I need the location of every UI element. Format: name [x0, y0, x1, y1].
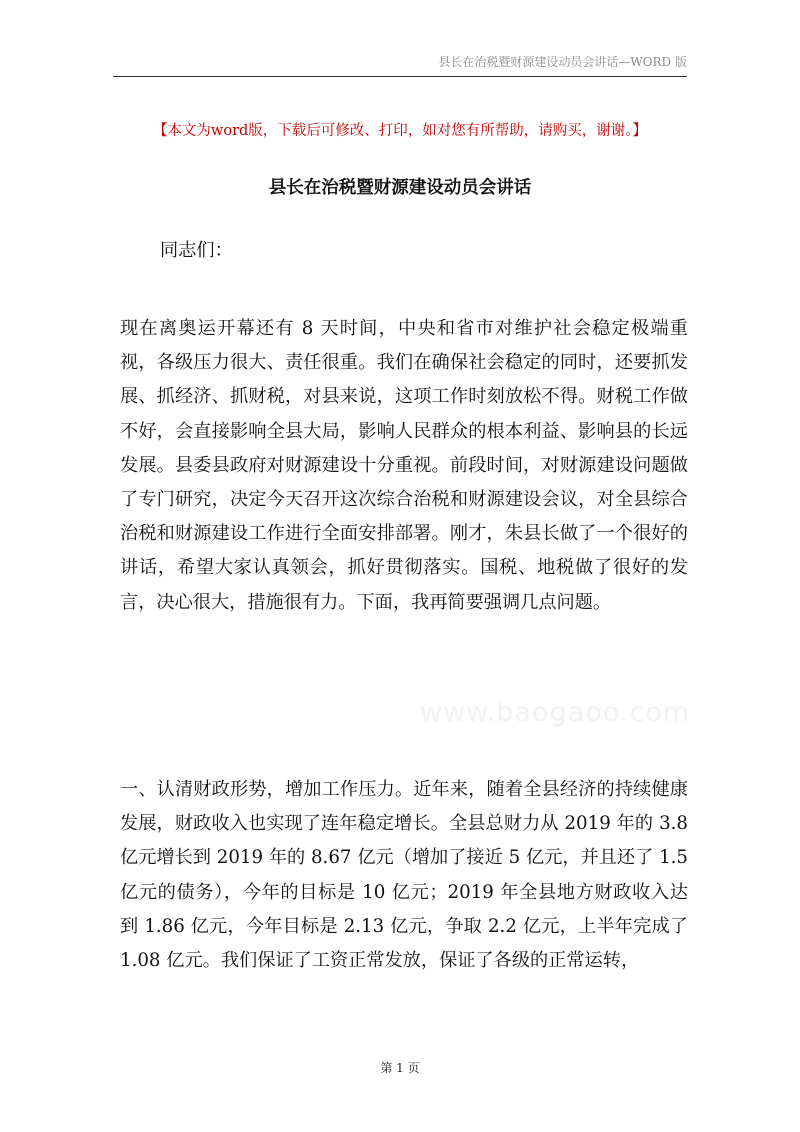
header-divider: [113, 76, 687, 77]
running-header-title: 县长在治税暨财源建设动员会讲话—WORD 版: [438, 55, 687, 69]
paragraph-section-one: 一、认清财政形势，增加工作压力。近年来，随着全县经济的持续健康发展，财政收入也实现了连年稳定增长。全县总财力从 2019 年的 3.8 亿元增长到 2019 年的 8.67 亿元（增加了接近 5 亿元，并且还了 1.5 亿元的债务），今年的目标是 10 亿元；2019 年全县地方财政收入达到 1.86 亿元，今年目标是 2.13 亿元，争取 2.2 亿元，上半年完成了 1.08 亿元。我们保证了工资正常发放，保证了各级的正常运转，: [120, 779, 688, 972]
paragraph-opening: 现在离奥运开幕还有 8 天时间，中央和省市对维护社会稳定极端重视，各级压力很大、责任很重。我们在确保社会稳定的同时，还要抓发展、抓经济、抓财税，对县来说，这项工作时刻放松不得。财税工作做不好，会直接影响全县大局，影响人民群众的根本利益、影响县的长远发展。县委县政府对财源建设十分重视。前段时间，对财源建设问题做了专门研究，决定今天召开这次综合治税和财源建设会议，对全县综合治税和财源建设工作进行全面安排部署。刚才，朱县长做了一个很好的讲话，希望大家认真领会，抓好贯彻落实。国税、地税做了很好的发言，决心很大，措施很有力。下面，我再简要强调几点问题。: [120, 318, 688, 613]
document-title: 县长在治税暨财源建设动员会讲话: [268, 178, 532, 198]
page-number: 第 1 页: [380, 1061, 420, 1075]
salutation: 同志们：: [160, 240, 233, 261]
purchase-notice: 【本文为word版，下载后可修改、打印，如对您有所帮助，请购买，谢谢。】: [152, 123, 648, 139]
watermark: www.baogaoo.com: [420, 697, 691, 728]
